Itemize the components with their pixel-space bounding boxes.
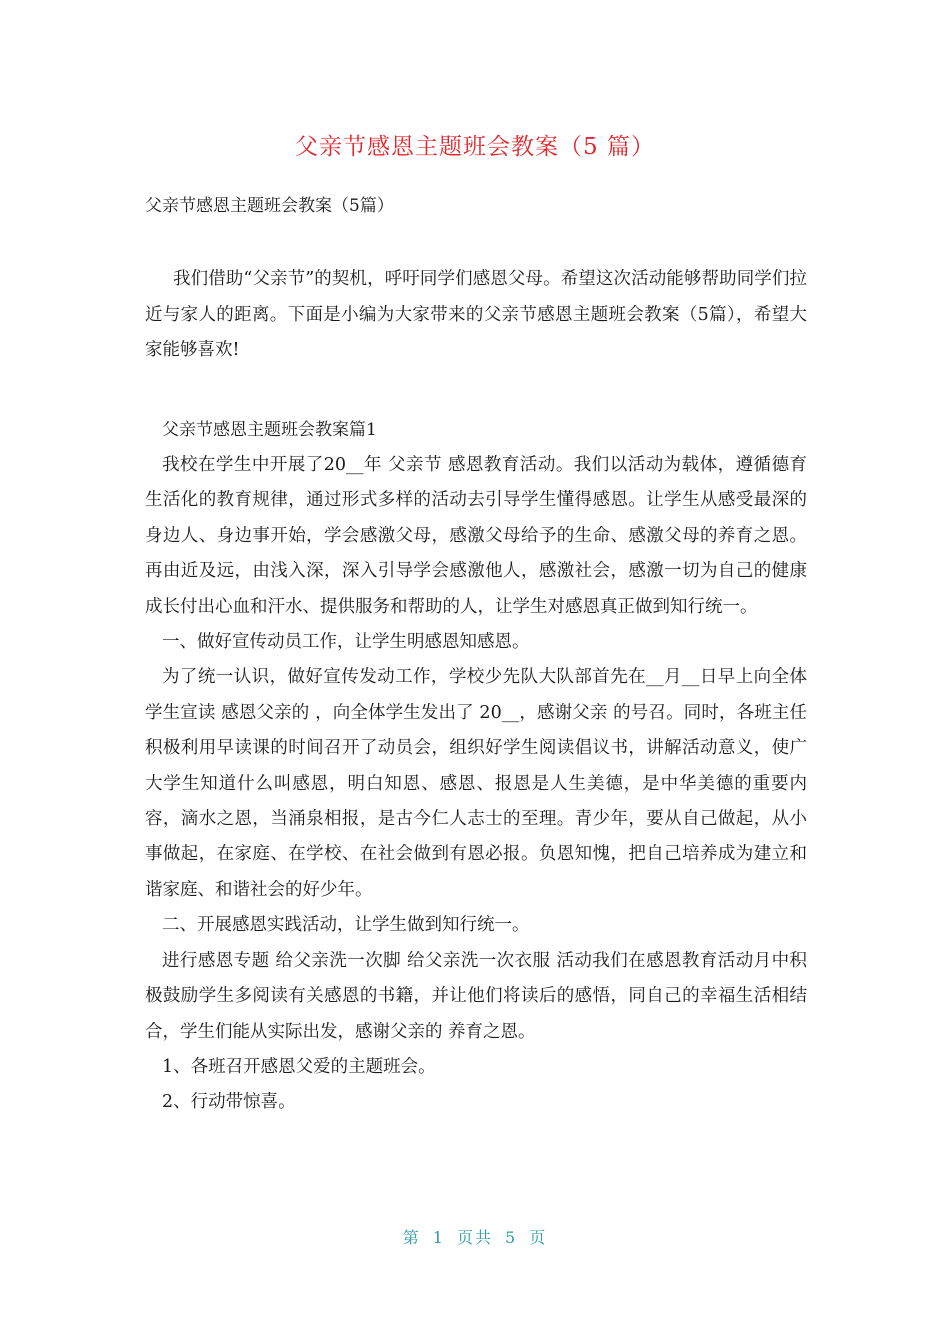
body-paragraph: 进行感恩专题 给父亲洗一次脚 给父亲洗一次衣服 活动我们在感恩教育活动月中积极鼓励学生多阅读有关感恩的书籍，并让他们将读后的感悟，同自己的幸福生活相结合，学生们能从实际出发，感谢父亲的 养育之恩。 bbox=[145, 950, 807, 1042]
page-footer bbox=[0, 1226, 950, 1250]
body-paragraph: 为了统一认识，做好宣传发动工作，学校少先队大队部首先在__月__日早上向全体学生宣读 感恩父亲的 ，向全体学生发出了 20__，感谢父亲 的号召。同时，各班主任积极利用早读课的时间召开了动员会，组织好学生阅读倡议书，讲解活动意义，使广大学生知道什么叫感恩，明白知恩、感恩、报恩是人生美德，是中华美德的重要内容，滴水之恩，当涌泉相报，是古今仁人志士的至理。青少年，要从自己做起，从小事做起，在家庭、在学校、在社会做到有恩必报。负恩知愧，把自己培养成为建立和谐家庭、和谐社会的好少年。 bbox=[145, 667, 807, 900]
body-subheading: 二、开展感恩实践活动，让学生做到知行统一。 bbox=[162, 915, 530, 936]
body-list-item: 1、各班召开感恩父爱的主题班会。 bbox=[162, 1056, 436, 1077]
section-body bbox=[145, 448, 807, 1121]
document-subtitle: 父亲节感恩主题班会教案（5篇） bbox=[145, 196, 394, 216]
intro-block bbox=[145, 262, 807, 369]
body-paragraph: 我校在学生中开展了20__年 父亲节 感恩教育活动。我们以活动为载体，遵循德育生活化的教育规律，通过形式多样的活动去引导学生懂得感恩。让学生从感受最深的身边人、身边事开始，学会感激父母，感激父母给予的生命、感激父母的养育之恩。再由近及远，由浅入深，深入引导学会感激他人，感激社会，感激一切为自己的健康成长付出心血和汗水、提供服务和帮助的人，让学生对感恩真正做到知行统一。 bbox=[145, 455, 807, 617]
total-pages-number: 5 bbox=[505, 1228, 518, 1247]
current-page-number: 1 bbox=[432, 1228, 445, 1247]
page-label-mid: 页共 bbox=[456, 1228, 493, 1247]
body-list-item: 2、行动带惊喜。 bbox=[162, 1092, 296, 1113]
page-label-prefix: 第 bbox=[402, 1228, 421, 1247]
intro-paragraph: 我们借助“父亲节”的契机，呼吁同学们感恩父母。希望这次活动能够帮助同学们拉近与家人的距离。下面是小编为大家带来的父亲节感恩主题班会教案（5篇），希望大家能够喜欢! bbox=[145, 269, 807, 360]
body-subheading: 一、做好宣传动员工作，让学生明感恩知感恩。 bbox=[162, 632, 530, 653]
section-heading: 父亲节感恩主题班会教案篇1 bbox=[162, 420, 377, 440]
document-title: 父亲节感恩主题班会教案（5 篇） bbox=[295, 134, 655, 160]
page-label-suffix: 页 bbox=[529, 1228, 548, 1247]
